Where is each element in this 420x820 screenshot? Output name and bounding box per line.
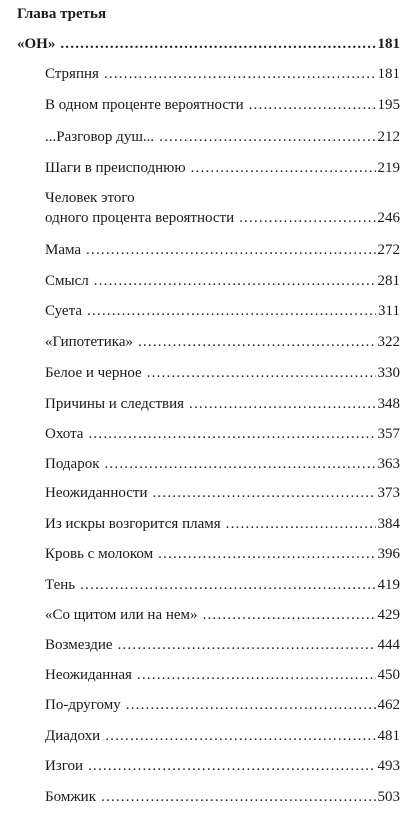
- entry-title: Кровь с молоком: [45, 546, 154, 562]
- dot-leader: [94, 272, 376, 290]
- entry-title: ...Разговор душ...: [45, 129, 155, 145]
- toc-entry[interactable]: [0, 725, 420, 745]
- toc-entry[interactable]: [0, 207, 420, 227]
- toc-entry[interactable]: [0, 513, 420, 533]
- dot-leader: [104, 65, 376, 83]
- page-number: 462: [377, 697, 400, 713]
- page-number: 311: [378, 303, 400, 319]
- page-number: 322: [377, 334, 400, 350]
- entry-title: Смысл: [45, 273, 89, 289]
- page-number: 373: [377, 485, 400, 501]
- page-number: 444: [377, 637, 400, 653]
- dot-leader: [159, 128, 375, 146]
- dot-leader: [104, 455, 375, 473]
- page-number: 384: [377, 516, 400, 532]
- toc-entry[interactable]: [0, 300, 420, 320]
- page-number: 181: [377, 66, 400, 82]
- entry-title: Неожиданная: [45, 667, 132, 683]
- page-number: 330: [377, 365, 400, 381]
- toc-entry[interactable]: [0, 423, 420, 443]
- toc-entry[interactable]: [0, 94, 420, 114]
- dot-leader: [60, 35, 375, 53]
- dot-leader: [249, 96, 376, 114]
- toc-entry[interactable]: [0, 126, 420, 146]
- entry-title: Стряпня: [45, 66, 99, 82]
- entry-title: Из искры возгорится пламя: [45, 516, 221, 532]
- dot-leader: [189, 395, 375, 413]
- dot-leader: [105, 727, 375, 745]
- toc-entry[interactable]: [0, 604, 420, 624]
- dot-leader: [88, 425, 375, 443]
- entry-title: «Гипотетика»: [45, 334, 133, 350]
- page-number: 219: [377, 160, 400, 176]
- page-number: 419: [377, 577, 400, 593]
- entry-title: Причины и следствия: [45, 396, 185, 412]
- entry-title: Охота: [45, 426, 84, 442]
- toc-entry[interactable]: [0, 453, 420, 473]
- entry-title: Возмездие: [45, 637, 113, 653]
- entry-title: Суета: [45, 303, 82, 319]
- dot-leader: [87, 302, 376, 320]
- page-number: 348: [377, 396, 400, 412]
- entry-title: Неожиданности: [45, 485, 148, 501]
- page-number: 181: [377, 36, 400, 52]
- page-number: 363: [377, 456, 400, 472]
- page-number: 272: [377, 242, 400, 258]
- toc-entry[interactable]: [0, 157, 420, 177]
- toc-entry[interactable]: [0, 755, 420, 775]
- chapter-heading: Глава третья: [17, 6, 107, 22]
- toc-entry[interactable]: [0, 482, 420, 502]
- chapter-title: «ОН»: [17, 36, 56, 52]
- toc-entry[interactable]: [0, 331, 420, 351]
- toc-entry[interactable]: [0, 543, 420, 563]
- entry-title: Бомжик: [45, 789, 96, 805]
- dot-leader: [138, 333, 376, 351]
- entry-title: Шаги в преисподнюю: [45, 160, 186, 176]
- entry-title: одного процента вероятности: [45, 210, 235, 226]
- entry-title: Тень: [45, 577, 76, 593]
- entry-title: Мама: [45, 242, 82, 258]
- entry-title: Подарок: [45, 456, 100, 472]
- page-number: 429: [377, 607, 400, 623]
- entry-title: В одном проценте вероятности: [45, 97, 244, 113]
- chapter-title-entry[interactable]: [0, 33, 420, 53]
- dot-leader: [137, 666, 376, 684]
- page-number: 450: [377, 667, 400, 683]
- dot-leader: [118, 636, 376, 654]
- dot-leader: [126, 696, 376, 714]
- dot-leader: [101, 788, 376, 806]
- toc-entry[interactable]: [0, 393, 420, 413]
- dot-leader: [158, 545, 375, 563]
- dot-leader: [80, 576, 375, 594]
- toc-entry[interactable]: [0, 664, 420, 684]
- page-number: 493: [377, 758, 400, 774]
- entry-title: Диадохи: [45, 728, 101, 744]
- entry-title: По-другому: [45, 697, 121, 713]
- toc-entry[interactable]: [0, 574, 420, 594]
- dot-leader: [191, 159, 376, 177]
- toc-entry[interactable]: [0, 694, 420, 714]
- dot-leader: [239, 209, 375, 227]
- dot-leader: [147, 364, 376, 382]
- page-number: 481: [377, 728, 400, 744]
- toc-entry[interactable]: [0, 786, 420, 806]
- toc-entry[interactable]: [0, 634, 420, 654]
- entry-title-line1: Человек этого: [45, 190, 135, 206]
- entry-title: Белое и черное: [45, 365, 142, 381]
- dot-leader: [226, 515, 376, 533]
- toc-entry[interactable]: [0, 63, 420, 83]
- toc-entry[interactable]: [0, 362, 420, 382]
- entry-title: «Со щитом или на нем»: [45, 607, 198, 623]
- dot-leader: [203, 606, 376, 624]
- page-number: 246: [377, 210, 400, 226]
- toc-entry[interactable]: [0, 270, 420, 290]
- page-number: 212: [377, 129, 400, 145]
- entry-title: Изгои: [45, 758, 84, 774]
- page-number: 357: [377, 426, 400, 442]
- dot-leader: [86, 241, 375, 259]
- page-number: 195: [377, 97, 400, 113]
- page-number: 503: [377, 789, 400, 805]
- page-number: 281: [377, 273, 400, 289]
- dot-leader: [152, 484, 375, 502]
- toc-entry[interactable]: [0, 239, 420, 259]
- dot-leader: [88, 757, 375, 775]
- page-number: 396: [377, 546, 400, 562]
